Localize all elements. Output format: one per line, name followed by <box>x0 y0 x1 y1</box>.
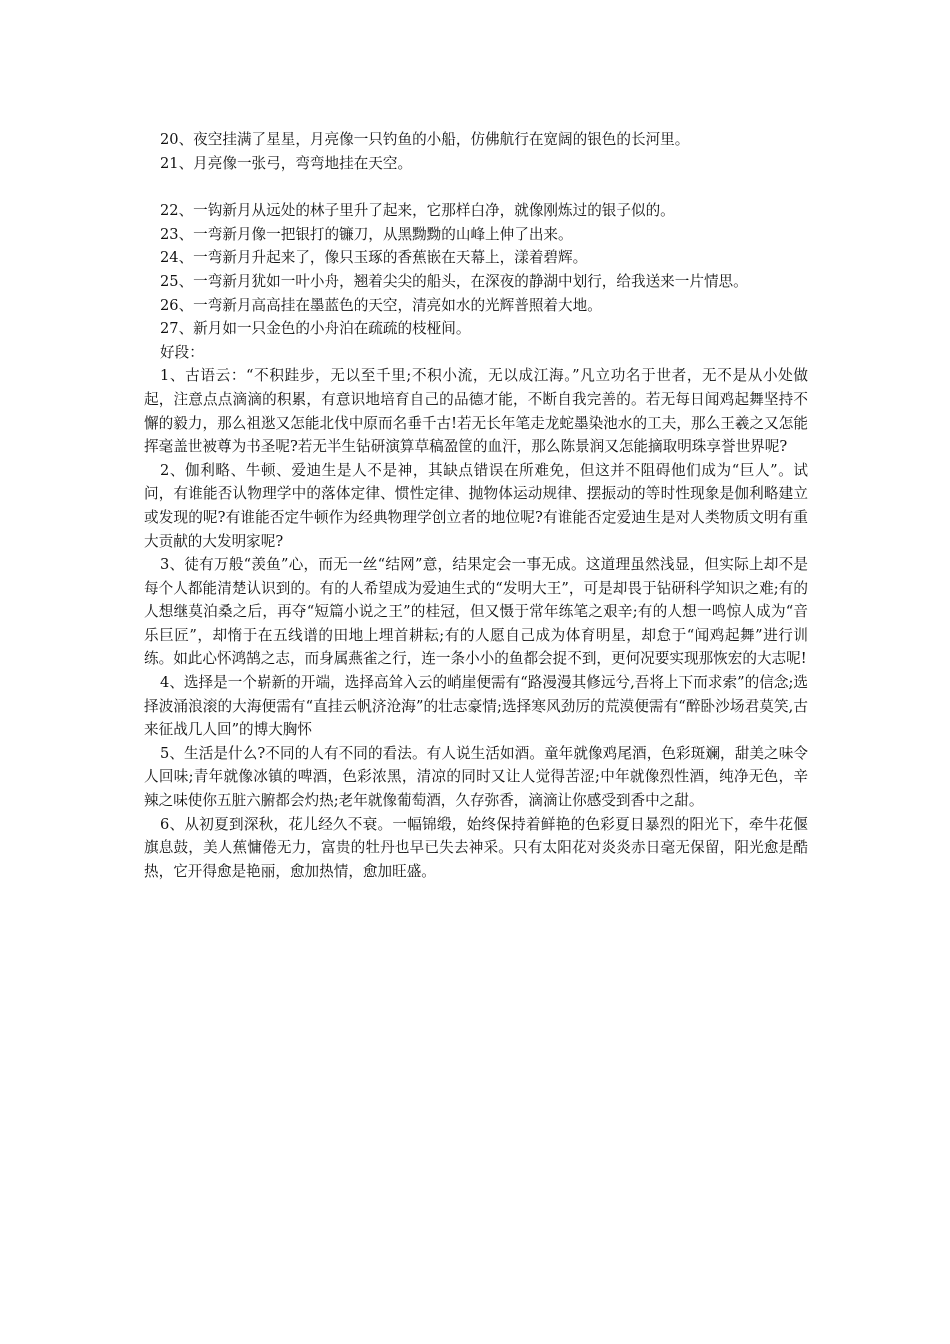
paragraph-1: 1、古语云：“不积跬步，无以至千里;不积小流，无以成江海。”凡立功名于世者，无不是从小处做起，注意点点滴滴的积累，有意识地培育自己的品德才能，不断自我完善的。若无每日闻鸡起舞坚持不懈的毅力，那么祖逖又怎能北伐中原而名垂千古!若无长年笔走龙蛇墨染池水的工夫，那么王羲之又怎能挥毫盖世被尊为书圣呢?若无半生钻研演算草稿盈筐的血汗，那么陈景润又怎能摘取明珠享誉世界呢? <box>144 367 808 456</box>
paragraph-6: 6、从初夏到深秋，花儿经久不衰。一幅锦缎，始终保持着鲜艳的色彩夏日暴烈的阳光下，牵牛花偃旗息鼓，美人蕉慵倦无力，富贵的牡丹也早已失去神采。只有太阳花对炎炎赤日毫无保留，阳光愈是酷热，它开得愈是艳丽，愈加热情，愈加旺盛。 <box>144 815 808 880</box>
sentence-24: 24、一弯新月升起来了，像只玉琢的香蕉嵌在天幕上，漾着碧辉。 <box>160 249 588 267</box>
sentence-22: 22、一钩新月从远处的林子里升了起来，它那样白净，就像刚炼过的银子似的。 <box>160 202 675 220</box>
sentence-25: 25、一弯新月犹如一叶小舟，翘着尖尖的船头，在深夜的静湖中划行，给我送来一片情思。 <box>160 272 748 290</box>
paragraph-5: 5、生活是什么?不同的人有不同的看法。有人说生活如酒。童年就像鸡尾酒，色彩斑斓，甜美之味令人回味;青年就像冰镇的啤酒，色彩浓黑，清凉的同时又让人觉得苦涩;中年就像烈性酒，纯净无色，辛辣之味使你五脏六腑都会灼热;老年就像葡萄酒，久存弥香，滴滴让你感受到香中之甜。 <box>144 744 808 810</box>
sentence-20: 20、夜空挂满了星星，月亮像一只钓鱼的小船，仿佛航行在宽阔的银色的长河里。 <box>160 131 690 148</box>
paragraph-3: 3、徒有万般“羡鱼”心，而无一丝“结网”意，结果定会一事无成。这道理虽然浅显，但实际上却不是每个人都能清楚认识到的。有的人希望成为爱迪生式的“发明大王”，可是却畏于钻研科学知识之难;有的人想继莫泊桑之后，再夺“短篇小说之王”的桂冠，但又慑于常年练笔之艰辛;有的人想一鸣惊人成为“音乐巨匠”，却惰于在五线谱的田地上埋首耕耘;有的人愿自己成为体育明星，却怠于“闻鸡起舞”进行训练。如此心怀鸿鹄之志，而身属燕雀之行，连一条小小的鱼都会捉不到，更何况要实现那恢宏的大志呢! <box>144 556 808 668</box>
sentence-26: 26、一弯新月高高挂在墨蓝色的天空，清亮如水的光辉普照着大地。 <box>160 296 602 314</box>
section-heading: 好段： <box>160 343 204 361</box>
sentence-27: 27、新月如一只金色的小舟泊在疏疏的枝桠间。 <box>160 320 471 338</box>
sentence-23: 23、一弯新月像一把银打的镰刀，从黑黝黝的山峰上伸了出来。 <box>160 225 573 243</box>
blank-line <box>144 175 808 199</box>
paragraph-4: 4、选择是一个崭新的开端，选择高耸入云的峭崖便需有“路漫漫其修远兮,吾将上下而求索”的信念;选择波涌浪滚的大海便需有“直挂云帆济沧海”的壮志豪情;选择寒风劲厉的荒漠便需有“醉卧沙场君莫笑,古来征战几人回”的博大胸怀 <box>144 674 808 739</box>
document-page <box>144 128 808 883</box>
sentence-21: 21、月亮像一张弓，弯弯地挂在天空。 <box>160 154 413 172</box>
paragraph-2: 2、伽利略、牛顿、爱迪生是人不是神，其缺点错误在所难免，但这并不阻碍他们成为“巨人”。试问，有谁能否认物理学中的落体定律、惯性定律、抛物体运动规律、摆振动的等时性现象是伽利略建立或发现的呢?有谁能否定牛顿作为经典物理学创立者的地位呢?有谁能否定爱迪生是对人类物质文明有重大贡献的大发明家呢? <box>144 461 808 550</box>
